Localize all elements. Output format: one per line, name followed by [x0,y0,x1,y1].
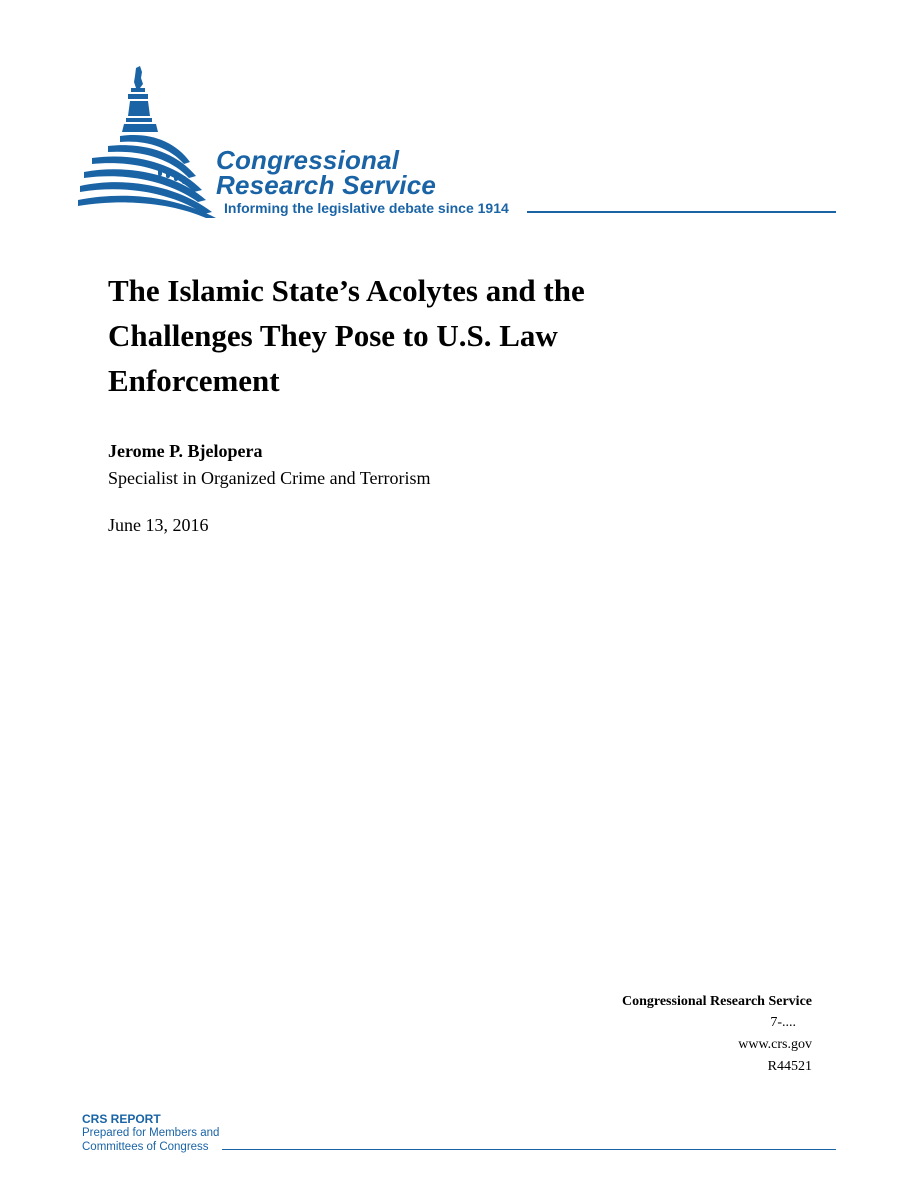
report-date: June 13, 2016 [108,515,209,535]
footer-line-2: Committees of Congress [82,1141,209,1153]
header-divider [527,211,836,213]
brand-name-line2: Research Service [216,170,437,200]
brand-tagline: Informing the legislative debate since 1914 [224,200,509,216]
info-organization: Congressional Research Service [621,994,812,1009]
info-code: 7-.... [770,1015,796,1030]
footer-label: CRS REPORT [82,1112,161,1126]
footer-divider [222,1149,836,1150]
author-name: Jerome P. Bjelopera [108,441,263,461]
brand-name-line1: Congressional [216,145,400,175]
author-title: Specialist in Organized Crime and Terrorism [108,468,431,488]
info-website: www.crs.gov [738,1037,812,1052]
report-title: The Islamic State’s Acolytes and the Challenges They Pose to U.S. Law Enforcement [108,273,585,398]
footer-line-1: Prepared for Members and [82,1127,220,1139]
capitol-dome-icon [78,66,228,218]
info-report-number: R44521 [767,1059,812,1074]
report-info-block [622,992,812,1078]
